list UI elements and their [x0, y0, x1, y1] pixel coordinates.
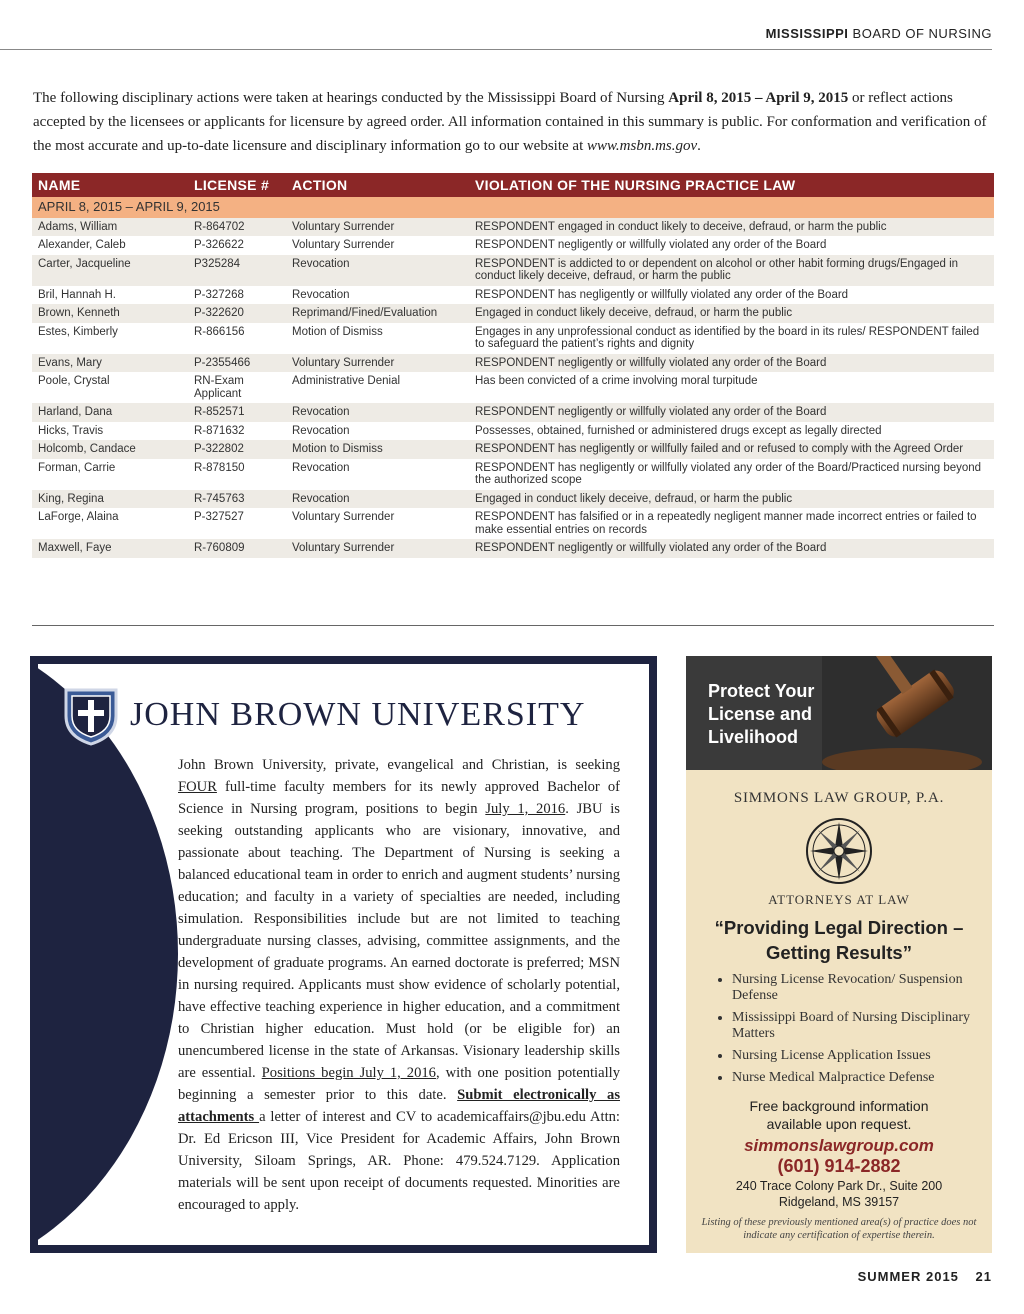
service-item: • Nursing License Application Issues [732, 1048, 1002, 1064]
cell-name: Hicks, Travis [32, 422, 188, 441]
cell-action: Motion to Dismiss [286, 440, 469, 459]
cell-action: Voluntary Surrender [286, 508, 469, 539]
table-row [32, 286, 994, 305]
table-row [32, 354, 994, 373]
cell-violation: Has been convicted of a crime involving moral turpitude [469, 372, 994, 403]
jbu-text: John Brown University, private, evangelical and Christian, is seeking [178, 757, 620, 773]
jbu-navy-arc [38, 664, 178, 1245]
cell-violation: Engaged in conduct likely deceive, defraud, or harm the public [469, 490, 994, 509]
gavel-icon [822, 656, 992, 770]
slogan-line: “Providing Legal Direction – [714, 917, 964, 938]
table-row [32, 236, 994, 255]
section-divider [32, 625, 994, 626]
cell-action: Reprimand/Fined/Evaluation [286, 304, 469, 323]
cell-violation: Engaged in conduct likely deceive, defraud, or harm the public [469, 304, 994, 323]
cell-name: Evans, Mary [32, 354, 188, 373]
cell-name: Forman, Carrie [32, 459, 188, 490]
cell-violation: RESPONDENT has negligently or willfully failed and or refused to comply with the Agreed Order [469, 440, 994, 459]
jbu-text: a letter of interest and CV to academicaffairs@jbu.edu Attn: Dr. Ed Ericson III, Vice President for Academic Affairs, John Brown University, Siloam Springs, AR. Phone: 479.524.7129. Application materials will be sent upon receipt of documents requested. Minorities are encouraged to apply. [178, 1109, 620, 1213]
jbu-shield-icon [60, 686, 122, 746]
cell-action: Voluntary Surrender [286, 218, 469, 237]
cell-action: Administrative Denial [286, 372, 469, 403]
cell-name: LaForge, Alaina [32, 508, 188, 539]
cell-action: Voluntary Surrender [286, 236, 469, 255]
cell-name: Bril, Hannah H. [32, 286, 188, 305]
jbu-advertisement [30, 656, 657, 1253]
jbu-submit-note: Submit electronically as attachments [178, 1087, 621, 1125]
simmons-advertisement [686, 656, 992, 1253]
cell-name: Estes, Kimberly [32, 323, 188, 354]
cell-violation: RESPONDENT has negligently or willfully violated any order of the Board/Practiced nursing beyond the authorized scope [469, 459, 994, 490]
cell-violation: RESPONDENT negligently or willfully violated any order of the Board [469, 403, 994, 422]
cell-violation: RESPONDENT negligently or willfully violated any order of the Board [469, 236, 994, 255]
cell-action: Revocation [286, 286, 469, 305]
table-row [32, 440, 994, 459]
table-header-row [32, 173, 994, 197]
cell-license: P325284 [188, 255, 286, 286]
cell-license: P-327268 [188, 286, 286, 305]
address-line: 240 Trace Colony Park Dr., Suite 200 [735, 1179, 943, 1193]
simmons-disclaimer: Listing of these previously mentioned area(s) of practice does not indicate any certification of expertise therein. [701, 1217, 977, 1241]
cell-name: Poole, Crystal [32, 372, 188, 403]
cell-violation: RESPONDENT has falsified or in a repeatedly negligent manner made incorrect entries or failed to make essential entries on records [469, 508, 994, 539]
jbu-text: , with one position potentially beginning a semester prior to this date. [178, 1065, 620, 1103]
cell-action: Voluntary Surrender [286, 539, 469, 558]
table-row [32, 372, 994, 403]
cell-license: P-326622 [188, 236, 286, 255]
simmons-website-link[interactable]: simmonslawgroup.com [744, 1136, 934, 1155]
jbu-body-text [178, 754, 620, 1216]
cell-action: Revocation [286, 255, 469, 286]
jbu-text: full-time faculty members for its newly approved Bachelor of Science in Nursing program, positions to begin [178, 779, 620, 817]
simmons-phone[interactable]: (601) 914-2882 [777, 1156, 901, 1176]
simmons-banner [686, 656, 992, 770]
cell-violation: RESPONDENT engaged in conduct likely to deceive, defraud, or harm the public [469, 218, 994, 237]
cell-license: R-760809 [188, 539, 286, 558]
cell-license: R-864702 [188, 218, 286, 237]
jbu-text: . JBU is seeking outstanding applicants who are visionary, innovative, and passionate about teaching. The Department of Nursing is seeking a balanced educational team in order to enrich and augment students’ nursing education; and faculty in a variety of specialties are needed, including simulation. Responsibilities include but are not limited to teaching undergraduate nursing classes, advising, committee assignments, and the development of graduate programs. An earned doctorate is preferred; MSN in nursing required. Applicants must show evidence of scholarly potential, have effective teaching experience in higher education, and a commitment to Christian higher education. Must hold (or be eligible for) an unencumbered license in the state of Arkansas. Visionary leadership skills are essential. [178, 801, 620, 1081]
cell-name: Harland, Dana [32, 403, 188, 422]
cell-violation: Engages in any unprofessional conduct as identified by the board in its rules/ RESPONDENT failed to safeguard the patient’s rights and dignity [469, 323, 994, 354]
intro-end: . [697, 138, 701, 154]
jbu-ad-panel [38, 664, 649, 1245]
intro-paragraph [33, 86, 993, 158]
column-header-name: NAME [32, 173, 188, 197]
table-row [32, 403, 994, 422]
slogan-line: Getting Results” [766, 942, 912, 963]
cell-name: Holcomb, Candace [32, 440, 188, 459]
intro-text: The following disciplinary actions were taken at hearings conducted by the Mississippi Board of Nursing [33, 90, 669, 106]
cell-action: Voluntary Surrender [286, 354, 469, 373]
cell-violation: RESPONDENT negligently or willfully violated any order of the Board [469, 354, 994, 373]
column-header-violation: VIOLATION OF THE NURSING PRACTICE LAW [469, 173, 994, 197]
date-range-row [32, 197, 994, 218]
simmons-attorneys-label: ATTORNEYS AT LAW [768, 892, 910, 907]
table-row [32, 459, 994, 490]
simmons-services-list [714, 972, 1002, 1092]
header-org-rest: BOARD OF NURSING [852, 26, 992, 41]
disciplinary-actions-table [32, 173, 994, 558]
table-row [32, 304, 994, 323]
cell-action: Revocation [286, 422, 469, 441]
table-row [32, 323, 994, 354]
page-number: 21 [975, 1269, 992, 1284]
cell-license: R-878150 [188, 459, 286, 490]
cell-name: King, Regina [32, 490, 188, 509]
intro-website-link[interactable]: www.msbn.ms.gov [587, 138, 698, 154]
service-item: • Mississippi Board of Nursing Disciplinary Matters [732, 1010, 1002, 1042]
simmons-firm-name: SIMMONS LAW GROUP, P.A. [733, 790, 945, 806]
cell-name: Alexander, Caleb [32, 236, 188, 255]
date-range-label: APRIL 8, 2015 – APRIL 9, 2015 [32, 197, 994, 218]
issue-label: SUMMER 2015 [857, 1269, 959, 1284]
cell-violation: RESPONDENT is addicted to or dependent on alcohol or other habit forming drugs/Engaged in conduct likely deceive, defraud, or harm the public [469, 255, 994, 286]
cell-violation: RESPONDENT negligently or willfully violated any order of the Board [469, 539, 994, 558]
table-row [32, 255, 994, 286]
cell-action: Motion of Dismiss [286, 323, 469, 354]
table-row [32, 539, 994, 558]
simmons-address [686, 1178, 992, 1210]
column-header-action: ACTION [286, 173, 469, 197]
simmons-free-info [686, 1097, 992, 1133]
cell-license: R-866156 [188, 323, 286, 354]
intro-dates: April 8, 2015 – April 9, 2015 [668, 90, 849, 106]
column-header-license: LICENSE # [188, 173, 286, 197]
cell-license: P-2355466 [188, 354, 286, 373]
page-footer [858, 1269, 992, 1284]
table-row [32, 508, 994, 539]
page-header [766, 26, 992, 41]
header-divider [0, 49, 992, 50]
cell-violation: Possesses, obtained, furnished or administered drugs except as legally directed [469, 422, 994, 441]
headline-line: License and [708, 704, 813, 724]
headline-line: Protect Your [708, 681, 815, 701]
headline-line: Livelihood [708, 727, 798, 747]
cell-license: R-871632 [188, 422, 286, 441]
cell-name: Carter, Jacqueline [32, 255, 188, 286]
address-line: Ridgeland, MS 39157 [778, 1195, 900, 1209]
simmons-headline [708, 680, 814, 749]
table-row [32, 490, 994, 509]
header-org-bold: MISSISSIPPI [765, 26, 849, 41]
table-row [32, 218, 994, 237]
free-info-line: available upon request. [766, 1116, 912, 1132]
jbu-start-date: July 1, 2016 [485, 801, 566, 817]
cell-license: P-327527 [188, 508, 286, 539]
cell-license: P-322620 [188, 304, 286, 323]
cell-license: RN-Exam Applicant [188, 372, 286, 403]
service-item: • Nursing License Revocation/ Suspension Defense [732, 972, 1002, 1004]
jbu-four: FOUR [178, 779, 217, 795]
cell-license: R-852571 [188, 403, 286, 422]
intro-text-2: or reflect actions accepted by the licensees or applicants for licensure by agreed order. All information contained in this summary is public. For conformation and verification of the most accurate and up-to-date licensure and disciplinary information go to our website at [33, 90, 987, 154]
cell-name: Brown, Kenneth [32, 304, 188, 323]
cell-action: Revocation [286, 459, 469, 490]
compass-logo-icon [804, 816, 874, 886]
cell-license: R-745763 [188, 490, 286, 509]
cell-license: P-322802 [188, 440, 286, 459]
free-info-line: Free background information [749, 1098, 929, 1114]
simmons-slogan [686, 915, 992, 965]
cell-action: Revocation [286, 490, 469, 509]
cell-action: Revocation [286, 403, 469, 422]
jbu-title: JOHN BROWN UNIVERSITY [130, 696, 586, 733]
cell-violation: RESPONDENT has negligently or willfully violated any order of the Board [469, 286, 994, 305]
cell-name: Adams, William [32, 218, 188, 237]
table-row [32, 422, 994, 441]
cell-name: Maxwell, Faye [32, 539, 188, 558]
service-item: • Nurse Medical Malpractice Defense [732, 1070, 1002, 1086]
jbu-positions-begin: Positions begin July 1, 2016 [261, 1065, 436, 1081]
